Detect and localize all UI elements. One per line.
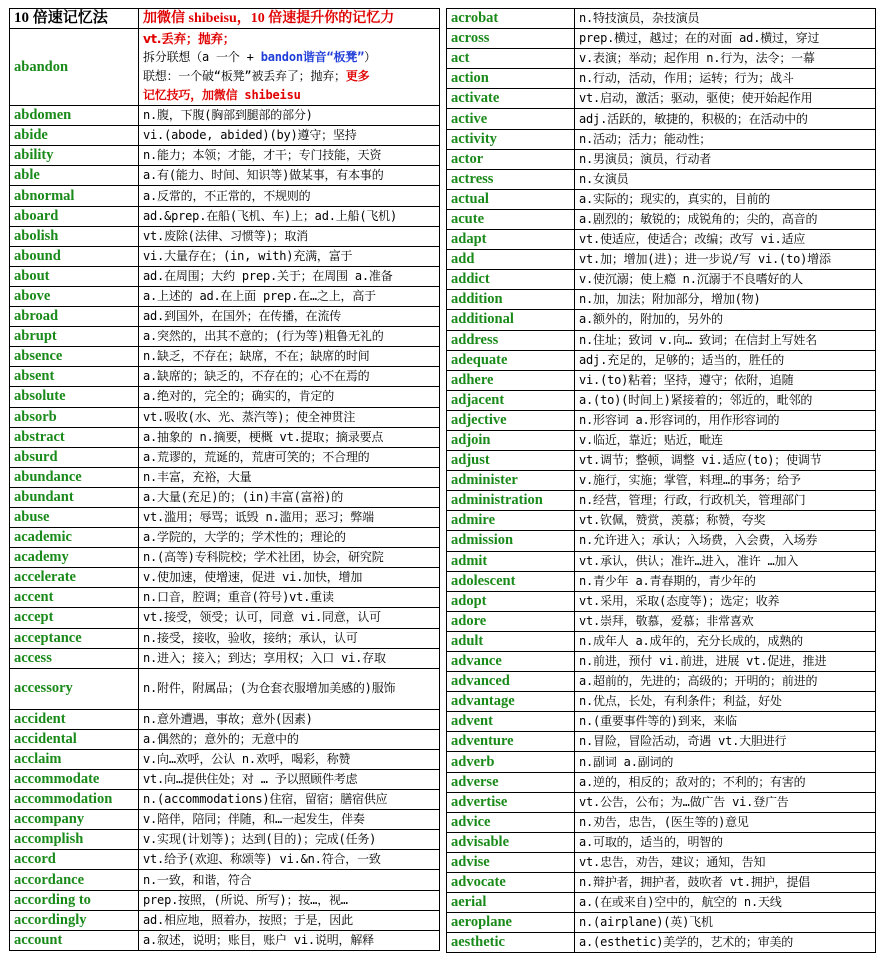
vocab-definition: n.青少年 a.青春期的，青少年的 xyxy=(575,571,876,591)
vocab-word: admit xyxy=(447,551,575,571)
vocab-definition: vt.采用，采取(态度等)；选定；收养 xyxy=(575,591,876,611)
vocab-definition: a.剧烈的；敏锐的；成锐角的；尖的，高音的 xyxy=(575,209,876,229)
vocab-definition: n.优点，长处，有利条件；利益，好处 xyxy=(575,692,876,712)
mnemonic-word: abandon xyxy=(10,29,139,106)
vocab-row xyxy=(447,832,876,852)
vocab-definition: n.女演员 xyxy=(575,169,876,189)
vocab-word: accordance xyxy=(10,870,139,890)
vocab-word: adapt xyxy=(447,230,575,250)
vocab-word: aerial xyxy=(447,893,575,913)
vocab-row xyxy=(447,511,876,531)
vocab-definition: n.丰富，充裕，大量 xyxy=(139,467,440,487)
vocab-definition: n.前进，预付 vi.前进，进展 vt.促进，推进 xyxy=(575,652,876,672)
vocab-row xyxy=(10,648,440,668)
mnemonic-row xyxy=(10,29,440,106)
vocab-word: about xyxy=(10,266,139,286)
vocab-word: advocate xyxy=(447,873,575,893)
mnemonic-line-2a: 拆分联想（a 一个 + xyxy=(143,50,261,65)
vocab-definition: n.男演员；演员，行动者 xyxy=(575,149,876,169)
vocab-word: addition xyxy=(447,290,575,310)
vocab-row xyxy=(447,812,876,832)
vocab-row xyxy=(447,49,876,69)
vocab-definition: n.(accommodations)住宿，留宿；膳宿供应 xyxy=(139,790,440,810)
vocab-definition: n.活动；活力；能动性； xyxy=(575,129,876,149)
vocab-word: advise xyxy=(447,852,575,872)
header-row xyxy=(10,9,440,29)
vocab-row xyxy=(10,106,440,126)
vocab-definition: vt.加；增加(进)；进一步说/写 vi.(to)增添 xyxy=(575,250,876,270)
vocab-row xyxy=(10,447,440,467)
vocab-row xyxy=(447,330,876,350)
vocab-word: activity xyxy=(447,129,575,149)
vocab-definition: n.形容词 a.形容词的，用作形容词的 xyxy=(575,410,876,430)
vocab-definition: vt.承认，供认；准许…进入，准许 …加入 xyxy=(575,551,876,571)
vocab-word: activate xyxy=(447,89,575,109)
vocab-row xyxy=(447,571,876,591)
vocab-definition: n.劝告，忠告，(医生等的)意见 xyxy=(575,812,876,832)
vocab-word: actor xyxy=(447,149,575,169)
vocab-row xyxy=(447,471,876,491)
vocab-definition: a.(在或来自)空中的，航空的 n.天线 xyxy=(575,893,876,913)
vocab-word: aboard xyxy=(10,206,139,226)
vocab-definition: vt.调节；整顿，调整 vi.适应(to)；使调节 xyxy=(575,451,876,471)
vocab-word: add xyxy=(447,250,575,270)
vocab-row xyxy=(10,870,440,890)
vocab-word: access xyxy=(10,648,139,668)
vocab-word: advanced xyxy=(447,672,575,692)
vocab-word: accordingly xyxy=(10,910,139,930)
vocab-definition: a.缺席的；缺乏的，不存在的；心不在焉的 xyxy=(139,367,440,387)
vocab-definition: a.有(能力、时间、知识等)做某事，有本事的 xyxy=(139,166,440,186)
vocab-row xyxy=(10,729,440,749)
vocab-word: adjust xyxy=(447,451,575,471)
vocab-row xyxy=(10,427,440,447)
vocab-word: advantage xyxy=(447,692,575,712)
vocab-row xyxy=(10,387,440,407)
vocab-word: abdomen xyxy=(10,106,139,126)
vocab-word: actual xyxy=(447,189,575,209)
vocab-definition: adj.充足的，足够的；适当的，胜任的 xyxy=(575,350,876,370)
vocab-row xyxy=(10,749,440,769)
vocab-definition: v.表演；举动；起作用 n.行为，法令；一幕 xyxy=(575,49,876,69)
vocab-definition: a.绝对的，完全的；确实的，肯定的 xyxy=(139,387,440,407)
vocab-row xyxy=(10,146,440,166)
mnemonic-line-3a: 联想：一个破“板凳”被丢弃了；抛弃； xyxy=(143,69,346,84)
vocab-definition: vt.给予(欢迎、称颂等) vi.&n.符合，一致 xyxy=(139,850,440,870)
vocab-word: acute xyxy=(447,209,575,229)
vocab-row xyxy=(447,531,876,551)
vocab-word: across xyxy=(447,29,575,49)
vocab-row xyxy=(447,169,876,189)
vocab-row xyxy=(10,226,440,246)
vocab-row xyxy=(447,491,876,511)
vocab-word: adverb xyxy=(447,752,575,772)
vocab-definition: a.抽象的 n.摘要，梗概 vt.提取；摘录要点 xyxy=(139,427,440,447)
vocab-definition: n.经营，管理；行政，行政机关，管理部门 xyxy=(575,491,876,511)
vocab-row xyxy=(447,69,876,89)
vocab-definition: vt.滥用；辱骂；诋毁 n.滥用；恶习；弊端 xyxy=(139,507,440,527)
vocab-word: absent xyxy=(10,367,139,387)
vocab-word: additional xyxy=(447,310,575,330)
vocab-row xyxy=(10,628,440,648)
vocab-row xyxy=(447,9,876,29)
vocab-row xyxy=(10,166,440,186)
vocab-word: adjoin xyxy=(447,430,575,450)
vocab-word: accelerate xyxy=(10,568,139,588)
vocab-word: accept xyxy=(10,608,139,628)
vocab-row xyxy=(447,270,876,290)
vocab-row xyxy=(447,933,876,953)
vocab-word: advice xyxy=(447,812,575,832)
vocab-definition: n.(重要事件等的)到来，来临 xyxy=(575,712,876,732)
vocab-definition: prep.横过，越过；在的对面 ad.横过，穿过 xyxy=(575,29,876,49)
vocab-word: adjacent xyxy=(447,390,575,410)
vocab-word: acclaim xyxy=(10,749,139,769)
vocab-row xyxy=(447,109,876,129)
vocab-row xyxy=(447,652,876,672)
vocab-word: adventure xyxy=(447,732,575,752)
vocab-word: accessory xyxy=(10,668,139,709)
vocab-row xyxy=(10,548,440,568)
mnemonic-line-2 xyxy=(143,48,435,67)
vocab-row xyxy=(10,528,440,548)
vocab-row xyxy=(10,347,440,367)
vocab-row xyxy=(447,672,876,692)
vocab-word: abundant xyxy=(10,487,139,507)
vocab-word: advance xyxy=(447,652,575,672)
vocab-row xyxy=(447,913,876,933)
vocab-row xyxy=(10,487,440,507)
vocab-definition: n.副词 a.副词的 xyxy=(575,752,876,772)
vocab-word: absorb xyxy=(10,407,139,427)
vocab-row xyxy=(10,467,440,487)
vocab-definition: n.缺乏，不存在；缺席，不在；缺席的时间 xyxy=(139,347,440,367)
vocab-definition: adj.活跃的，敏捷的，积极的；在活动中的 xyxy=(575,109,876,129)
vocab-row xyxy=(10,810,440,830)
vocab-definition: vt.公告，公布；为…做广告 vi.登广告 xyxy=(575,792,876,812)
vocab-row xyxy=(447,591,876,611)
vocab-definition: a.实际的；现实的，真实的，目前的 xyxy=(575,189,876,209)
mnemonic-line-3b: 更多 xyxy=(345,69,370,84)
vocab-definition: n.能力；本领；才能，才干；专门技能，天资 xyxy=(139,146,440,166)
vocab-definition: n.(高等)专科院校；学术社团，协会，研究院 xyxy=(139,548,440,568)
vocab-definition: vt.废除(法律、习惯等)；取消 xyxy=(139,226,440,246)
vocab-word: accent xyxy=(10,588,139,608)
vocab-row xyxy=(447,189,876,209)
vocab-word: academy xyxy=(10,548,139,568)
vocab-definition: vt.忠告，劝告，建议；通知，告知 xyxy=(575,852,876,872)
vocab-row xyxy=(10,186,440,206)
vocab-word: aeroplane xyxy=(447,913,575,933)
vocab-word: administration xyxy=(447,491,575,511)
vocab-definition: n.腹，下腹(胸部到腿部的部分) xyxy=(139,106,440,126)
vocab-word: address xyxy=(447,330,575,350)
vocab-definition: a.大量(充足)的；(in)丰富(富裕)的 xyxy=(139,487,440,507)
vocab-word: abrupt xyxy=(10,327,139,347)
vocab-word: abroad xyxy=(10,307,139,327)
vocab-definition: v.向…欢呼，公认 n.欢呼，喝彩，称赞 xyxy=(139,749,440,769)
vocab-word: act xyxy=(447,49,575,69)
header-title: 10 倍速记忆法 xyxy=(10,9,139,29)
vocab-word: action xyxy=(447,69,575,89)
vocab-word: abundance xyxy=(10,467,139,487)
vocab-definition: vi.大量存在；(in, with)充满，富于 xyxy=(139,246,440,266)
vocab-definition: n.意外遭遇，事故；意外(因素) xyxy=(139,709,440,729)
vocab-definition: n.一致，和谐，符合 xyxy=(139,870,440,890)
vocab-row xyxy=(447,611,876,631)
vocab-definition: a.逆的，相反的；敌对的；不利的；有害的 xyxy=(575,772,876,792)
vocab-definition: n.住址；致词 v.向… 致词；在信封上写姓名 xyxy=(575,330,876,350)
vocab-row xyxy=(10,709,440,729)
vocab-definition: a.额外的，附加的，另外的 xyxy=(575,310,876,330)
vocab-row xyxy=(10,668,440,709)
vocab-definition: ad.在周围；大约 prep.关于；在周围 a.准备 xyxy=(139,266,440,286)
vocab-definition: vt.崇拜，敬慕，爱慕；非常喜欢 xyxy=(575,611,876,631)
vocab-definition: vi.(to)粘着；坚持，遵守；依附，追随 xyxy=(575,370,876,390)
vocab-row xyxy=(447,451,876,471)
vocab-definition: a.(to)(时间上)紧接着的；邻近的，毗邻的 xyxy=(575,390,876,410)
vocab-definition: vt.向…提供住处；对 … 予以照顾件考虑 xyxy=(139,770,440,790)
vocab-word: accompany xyxy=(10,810,139,830)
vocab-row xyxy=(10,850,440,870)
vocab-word: accommodation xyxy=(10,790,139,810)
vocab-word: abound xyxy=(10,246,139,266)
vocab-row xyxy=(447,370,876,390)
vocab-row xyxy=(447,390,876,410)
vocab-word: administer xyxy=(447,471,575,491)
vocab-definition: n.辩护者，拥护者，鼓吹者 vt.拥护，提倡 xyxy=(575,873,876,893)
vocab-row xyxy=(10,790,440,810)
vocab-definition: a.荒谬的，荒诞的，荒唐可笑的；不合理的 xyxy=(139,447,440,467)
vocab-row xyxy=(10,206,440,226)
vocab-row xyxy=(447,551,876,571)
vocab-word: academic xyxy=(10,528,139,548)
vocab-row xyxy=(447,692,876,712)
vocab-definition: n.加，加法；附加部分，增加(物) xyxy=(575,290,876,310)
vocab-word: adult xyxy=(447,631,575,651)
vocab-word: abolish xyxy=(10,226,139,246)
vocab-definition: vt.使适应，使适合；改编；改写 vi.适应 xyxy=(575,230,876,250)
vocab-definition: a.偶然的；意外的；无意中的 xyxy=(139,729,440,749)
vocab-row xyxy=(447,631,876,651)
mnemonic-line-2c: ） xyxy=(364,50,376,65)
vocab-definition: v.使加速，使增速，促进 vi.加快，增加 xyxy=(139,568,440,588)
vocab-row xyxy=(447,430,876,450)
vocab-row xyxy=(10,307,440,327)
vocab-word: accident xyxy=(10,709,139,729)
vocab-definition: n.口音，腔调；重音(符号)vt.重读 xyxy=(139,588,440,608)
vocab-definition: n.行动，活动，作用；运转；行为；战斗 xyxy=(575,69,876,89)
mnemonic-line-1: vt.丢弃；抛弃； xyxy=(143,31,236,47)
vocab-word: abide xyxy=(10,126,139,146)
vocab-definition: v.施行，实施；掌管，料理…的事务；给予 xyxy=(575,471,876,491)
vocab-definition: a.(esthetic)美学的，艺术的；审美的 xyxy=(575,933,876,953)
vocab-definition: a.叙述，说明；账目，账户 vi.说明，解释 xyxy=(139,930,440,950)
vocab-definition: a.反常的，不正常的，不规则的 xyxy=(139,186,440,206)
vocab-word: ability xyxy=(10,146,139,166)
vocab-row xyxy=(447,772,876,792)
vocab-row xyxy=(10,246,440,266)
vocab-word: absence xyxy=(10,347,139,367)
vocab-row xyxy=(447,129,876,149)
vocab-definition: vt.接受，领受；认可，同意 vi.同意，认可 xyxy=(139,608,440,628)
vocab-word: abuse xyxy=(10,507,139,527)
vocab-word: accommodate xyxy=(10,770,139,790)
vocab-definition: ad.到国外，在国外；在传播，在流传 xyxy=(139,307,440,327)
vocab-word: active xyxy=(447,109,575,129)
vocab-row xyxy=(447,350,876,370)
vocab-row xyxy=(10,407,440,427)
mnemonic-definition xyxy=(139,29,440,106)
vocab-definition: n.(airplane)(英)飞机 xyxy=(575,913,876,933)
vocab-table-left xyxy=(9,8,440,951)
vocab-row xyxy=(10,890,440,910)
vocab-word: aesthetic xyxy=(447,933,575,953)
vocab-row xyxy=(447,250,876,270)
vocab-row xyxy=(10,770,440,790)
vocab-row xyxy=(447,410,876,430)
vocab-row xyxy=(447,290,876,310)
vocab-row xyxy=(10,830,440,850)
vocab-definition: n.成年人 a.成年的，充分长成的，成熟的 xyxy=(575,631,876,651)
vocab-definition: v.实现(计划等)；达到(目的)；完成(任务) xyxy=(139,830,440,850)
vocab-word: admire xyxy=(447,511,575,531)
vocab-definition: vi.(abode, abided)(by)遵守；坚持 xyxy=(139,126,440,146)
mnemonic-line-4: 记忆技巧，加微信 shibeisu xyxy=(143,88,301,103)
vocab-word: addict xyxy=(447,270,575,290)
vocab-word: acrobat xyxy=(447,9,575,29)
vocab-word: adjective xyxy=(447,410,575,430)
vocab-row xyxy=(10,930,440,950)
vocab-word: accord xyxy=(10,850,139,870)
vocab-row xyxy=(10,327,440,347)
vocab-word: advertise xyxy=(447,792,575,812)
vocab-word: adequate xyxy=(447,350,575,370)
vocab-word: accidental xyxy=(10,729,139,749)
vocab-word: abstract xyxy=(10,427,139,447)
vocab-row xyxy=(10,568,440,588)
vocab-word: advisable xyxy=(447,832,575,852)
vocab-definition: n.冒险，冒险活动，奇遇 vt.大胆进行 xyxy=(575,732,876,752)
vocab-definition: vt.钦佩，赞赏，羡慕；称赞，夸奖 xyxy=(575,511,876,531)
vocab-word: adore xyxy=(447,611,575,631)
vocab-word: adolescent xyxy=(447,571,575,591)
vocab-definition: v.使沉溺；使上瘾 n.沉溺于不良嗜好的人 xyxy=(575,270,876,290)
vocab-row xyxy=(447,209,876,229)
vocab-definition: v.陪伴，陪同；伴随，和…一起发生，伴奏 xyxy=(139,810,440,830)
vocab-row xyxy=(447,29,876,49)
vocab-definition: a.上述的 ad.在上面 prep.在…之上，高于 xyxy=(139,286,440,306)
vocab-definition: prep.按照，(所说、所写)；按…，视… xyxy=(139,890,440,910)
vocab-word: absurd xyxy=(10,447,139,467)
mnemonic-line-3 xyxy=(143,67,435,86)
vocab-row xyxy=(447,792,876,812)
vocab-row xyxy=(447,712,876,732)
vocab-row xyxy=(447,149,876,169)
vocab-word: acceptance xyxy=(10,628,139,648)
vocab-word: abnormal xyxy=(10,186,139,206)
vocab-word: above xyxy=(10,286,139,306)
vocab-definition: vt.启动，激活；驱动，驱使；使开始起作用 xyxy=(575,89,876,109)
vocab-row xyxy=(447,852,876,872)
vocab-definition: a.学院的，大学的；学术性的；理论的 xyxy=(139,528,440,548)
vocab-word: actress xyxy=(447,169,575,189)
vocab-word: able xyxy=(10,166,139,186)
vocab-row xyxy=(10,286,440,306)
vocab-row xyxy=(10,910,440,930)
vocab-definition: n.允许进入；承认；入场费，入会费，入场券 xyxy=(575,531,876,551)
vocab-definition: vt.吸收(水、光、蒸汽等)；使全神贯注 xyxy=(139,407,440,427)
vocab-row xyxy=(10,608,440,628)
vocab-row xyxy=(10,126,440,146)
vocab-row xyxy=(447,873,876,893)
vocab-row xyxy=(447,893,876,913)
vocab-definition: n.特技演员，杂技演员 xyxy=(575,9,876,29)
vocab-row xyxy=(447,310,876,330)
vocab-row xyxy=(10,507,440,527)
vocab-row xyxy=(10,367,440,387)
mnemonic-line-2b: bandon谐音“板凳” xyxy=(260,50,365,65)
vocab-definition: n.附件，附属品；(为仓套衣服增加美感的)服饰 xyxy=(139,668,440,709)
vocab-definition: ad.相应地，照着办，按照；于是，因此 xyxy=(139,910,440,930)
header-promo: 加微信 shibeisu，10 倍速提升你的记忆力 xyxy=(139,9,440,29)
vocab-row xyxy=(447,732,876,752)
vocab-definition: a.可取的，适当的，明智的 xyxy=(575,832,876,852)
vocab-word: absolute xyxy=(10,387,139,407)
vocab-definition: a.超前的，先进的；高级的；开明的；前进的 xyxy=(575,672,876,692)
vocab-definition: v.临近，靠近；贴近，毗连 xyxy=(575,430,876,450)
vocab-word: adhere xyxy=(447,370,575,390)
vocab-row xyxy=(10,266,440,286)
vocab-row xyxy=(447,89,876,109)
vocab-word: adopt xyxy=(447,591,575,611)
vocab-definition: n.进入；接入；到达；享用权；入口 vi.存取 xyxy=(139,648,440,668)
vocab-word: accomplish xyxy=(10,830,139,850)
vocab-definition: a.突然的，出其不意的；(行为等)粗鲁无礼的 xyxy=(139,327,440,347)
vocab-definition: n.接受，接收，验收，接纳；承认，认可 xyxy=(139,628,440,648)
vocab-table-right xyxy=(446,8,876,953)
vocab-row xyxy=(10,588,440,608)
vocab-word: advent xyxy=(447,712,575,732)
vocab-word: adverse xyxy=(447,772,575,792)
vocab-row xyxy=(447,230,876,250)
vocab-row xyxy=(447,752,876,772)
vocab-word: admission xyxy=(447,531,575,551)
vocab-word: according to xyxy=(10,890,139,910)
vocab-definition: ad.&prep.在船(飞机、车)上；ad.上船(飞机) xyxy=(139,206,440,226)
vocab-word: account xyxy=(10,930,139,950)
